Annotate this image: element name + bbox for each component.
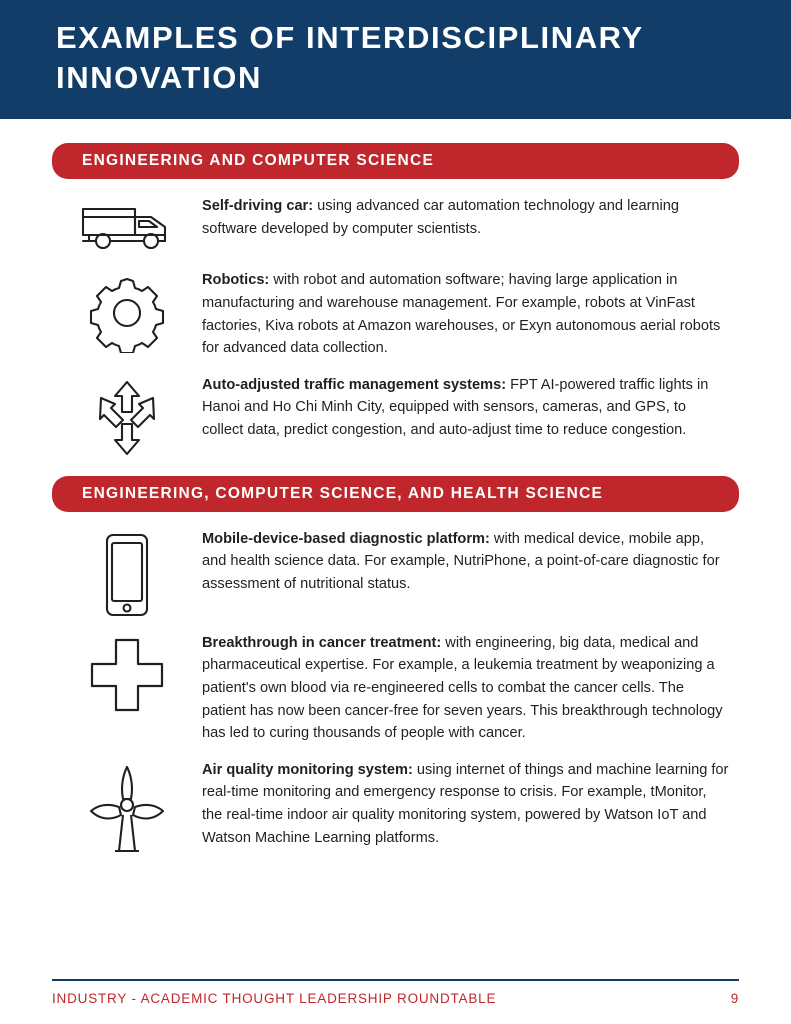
section-banner: ENGINEERING, COMPUTER SCIENCE, AND HEALTH SCIENCE	[52, 476, 739, 512]
list-item-text	[202, 195, 739, 240]
page-number: 9	[730, 991, 739, 1006]
list-item-lead: Self-driving car:	[202, 198, 314, 215]
list-item-body: with engineering, big data, medical and pharmaceutical expertise. For example, a leukemia treatment by weaponizing a patient's own blood via re-engineered cells to combat the cancer cells. The patient has now been cancer-free for seven years. This breakthrough technology has led to curing thousands of people with cancer.	[202, 634, 723, 742]
list-item-body: with robot and automation software; having large application in manufacturing and warehouse management. For example, robots at VinFast factories, Kiva robots at Amazon warehouses, or Exyn autonomous aerial robots for advanced data collection.	[202, 272, 721, 357]
list-item	[52, 269, 739, 359]
traffic-arrows-icon	[52, 374, 202, 458]
list-item	[52, 374, 739, 458]
list-item-body: FPT AI-powered traffic lights in Hanoi and Ho Chi Minh City, equipped with sensors, cameras, and GPS, to collect data, predict congestion, and auto-adjust time to reduce congestion.	[202, 376, 709, 438]
mobile-phone-icon	[52, 528, 202, 618]
page-header	[0, 0, 791, 119]
list-item-lead: Auto-adjusted traffic management systems:	[202, 376, 507, 393]
section-engineering-cs-health-science	[52, 476, 739, 855]
list-item-lead: Robotics:	[202, 272, 270, 289]
list-item-text	[202, 632, 739, 745]
list-item-lead: Air quality monitoring system:	[202, 761, 413, 778]
footer-title: INDUSTRY - ACADEMIC THOUGHT LEADERSHIP ROUNDTABLE	[52, 991, 497, 1006]
list-item	[52, 759, 739, 855]
section-engineering-computer-science	[52, 143, 739, 457]
gear-icon	[52, 269, 202, 353]
list-item	[52, 195, 739, 255]
list-item-text	[202, 528, 739, 596]
page-title: EXAMPLES OF INTERDISCIPLINARY INNOVATION	[56, 20, 644, 95]
page-content	[0, 119, 791, 854]
list-item-text	[202, 374, 739, 442]
list-item-body: using internet of things and machine learning for real-time monitoring and emergency response to crisis. For example, tMonitor, the real-time indoor air quality monitoring system, powered by Watson IoT and Watson Machine Learning platforms.	[202, 761, 729, 846]
list-item-text	[202, 269, 739, 359]
van-icon	[52, 195, 202, 255]
medical-cross-icon	[52, 632, 202, 714]
list-item-lead: Mobile-device-based diagnostic platform:	[202, 530, 490, 547]
list-item-body: using advanced car automation technology and learning software developed by computer scientists.	[202, 198, 680, 237]
list-item	[52, 528, 739, 618]
list-item	[52, 632, 739, 745]
section-banner: ENGINEERING AND COMPUTER SCIENCE	[52, 143, 739, 179]
list-item-text	[202, 759, 739, 849]
list-item-body: with medical device, mobile app, and health science data. For example, NutriPhone, a point-of-care diagnostic for assessment of nutritional status.	[202, 530, 720, 592]
footer-divider	[52, 979, 739, 981]
page-footer	[0, 979, 791, 1024]
list-item-lead: Breakthrough in cancer treatment:	[202, 634, 442, 651]
wind-turbine-icon	[52, 759, 202, 855]
